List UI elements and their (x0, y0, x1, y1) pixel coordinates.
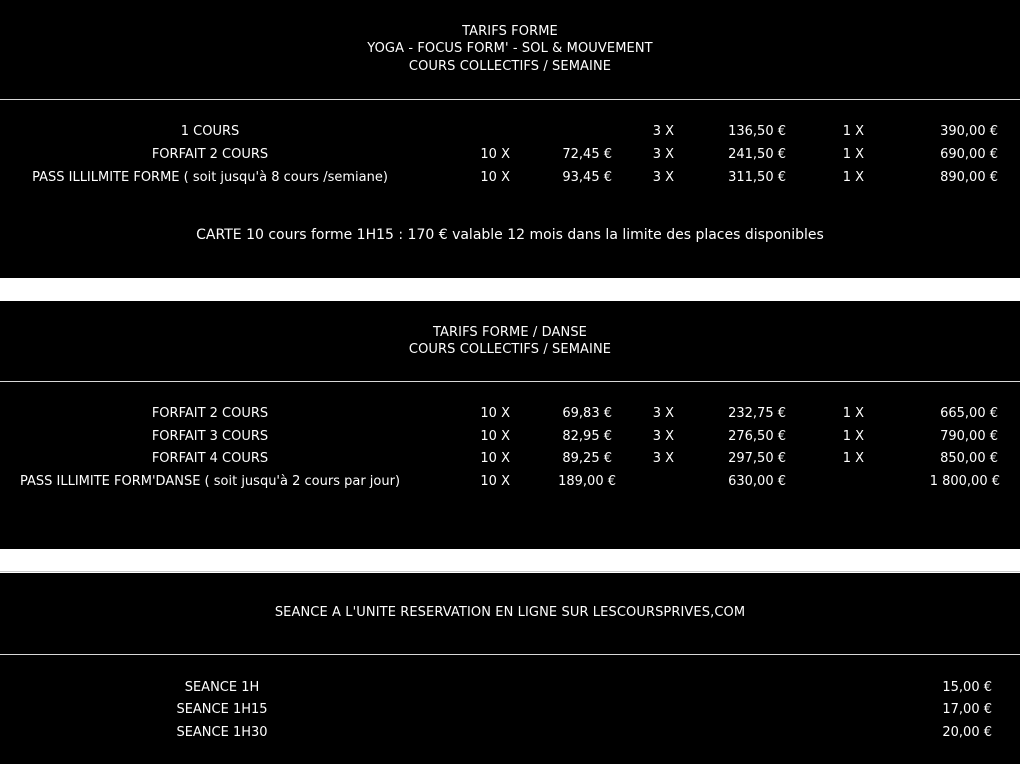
seance-label: SEANCE 1H15 (176, 702, 268, 717)
price-3: 297,50 € (728, 451, 786, 466)
section-title-line: YOGA - FOCUS FORM' - SOL & MOUVEMENT (367, 41, 653, 56)
section-tarifs-forme (0, 0, 1020, 278)
price-3: 311,50 € (728, 170, 786, 185)
multiplier-1: 1 X (842, 124, 864, 139)
multiplier-1: 1 X (842, 406, 864, 421)
multiplier-10: 10 X (480, 147, 510, 162)
row-label: FORFAIT 4 COURS (151, 451, 269, 466)
multiplier-10: 10 X (480, 429, 510, 444)
row-label: FORFAIT 3 COURS (151, 429, 269, 444)
price-10: 82,95 € (562, 429, 612, 444)
multiplier-10: 10 X (480, 451, 510, 466)
section-seance-unite (0, 573, 1020, 764)
price-3: 276,50 € (728, 429, 786, 444)
row-label: 1 COURS (180, 124, 240, 139)
price-10: 93,45 € (562, 170, 612, 185)
price-10: 89,25 € (562, 451, 612, 466)
multiplier-3: 3 X (652, 170, 674, 185)
section-title-line: COURS COLLECTIFS / SEMAINE (408, 342, 612, 357)
row-label: FORFAIT 2 COURS (151, 147, 269, 162)
section-title-line: TARIFS FORME (462, 24, 558, 39)
price-1: 1 800,00 € (929, 474, 1000, 489)
seance-label: SEANCE 1H30 (176, 725, 268, 740)
multiplier-10: 10 X (480, 406, 510, 421)
row-label: PASS ILLILMITE FORME ( soit jusqu'à 8 cours /semiane) (32, 170, 388, 185)
seance-price: 20,00 € (942, 725, 992, 740)
separator-line (0, 571, 1020, 572)
price-3: 241,50 € (728, 147, 786, 162)
seance-label: SEANCE 1H (184, 680, 260, 695)
multiplier-1: 1 X (842, 170, 864, 185)
multiplier-10: 10 X (480, 474, 510, 489)
price-1: 690,00 € (940, 147, 998, 162)
price-3: 630,00 € (728, 474, 786, 489)
multiplier-1: 1 X (842, 451, 864, 466)
price-1: 890,00 € (940, 170, 998, 185)
price-1: 665,00 € (940, 406, 998, 421)
multiplier-1: 1 X (842, 429, 864, 444)
multiplier-1: 1 X (842, 147, 864, 162)
section-tarifs-forme-danse (0, 301, 1020, 549)
price-10: 69,83 € (562, 406, 612, 421)
multiplier-3: 3 X (652, 147, 674, 162)
divider (0, 99, 1020, 100)
seance-price: 15,00 € (942, 680, 992, 695)
row-label: PASS ILLIMITE FORM'DANSE ( soit jusqu'à 2 cours par jour) (19, 474, 401, 489)
section-title-line: COURS COLLECTIFS / SEMAINE (408, 59, 612, 74)
section-title-line: TARIFS FORME / DANSE (432, 325, 587, 340)
multiplier-10: 10 X (480, 170, 510, 185)
multiplier-3: 3 X (652, 429, 674, 444)
price-3: 232,75 € (728, 406, 786, 421)
divider (0, 654, 1020, 655)
carte-note: CARTE 10 cours forme 1H15 : 170 € valable 12 mois dans la limite des places disponibles (196, 227, 824, 243)
seance-price: 17,00 € (942, 702, 992, 717)
row-label: FORFAIT 2 COURS (151, 406, 269, 421)
multiplier-3: 3 X (652, 451, 674, 466)
price-1: 790,00 € (940, 429, 998, 444)
divider (0, 381, 1020, 382)
section-title-line: SEANCE A L'UNITE RESERVATION EN LIGNE SUR LESCOURSPRIVES,COM (274, 605, 746, 620)
price-10: 189,00 € (558, 474, 616, 489)
price-3: 136,50 € (728, 124, 786, 139)
price-10: 72,45 € (562, 147, 612, 162)
price-1: 390,00 € (940, 124, 998, 139)
multiplier-3: 3 X (652, 124, 674, 139)
multiplier-3: 3 X (652, 406, 674, 421)
price-1: 850,00 € (940, 451, 998, 466)
